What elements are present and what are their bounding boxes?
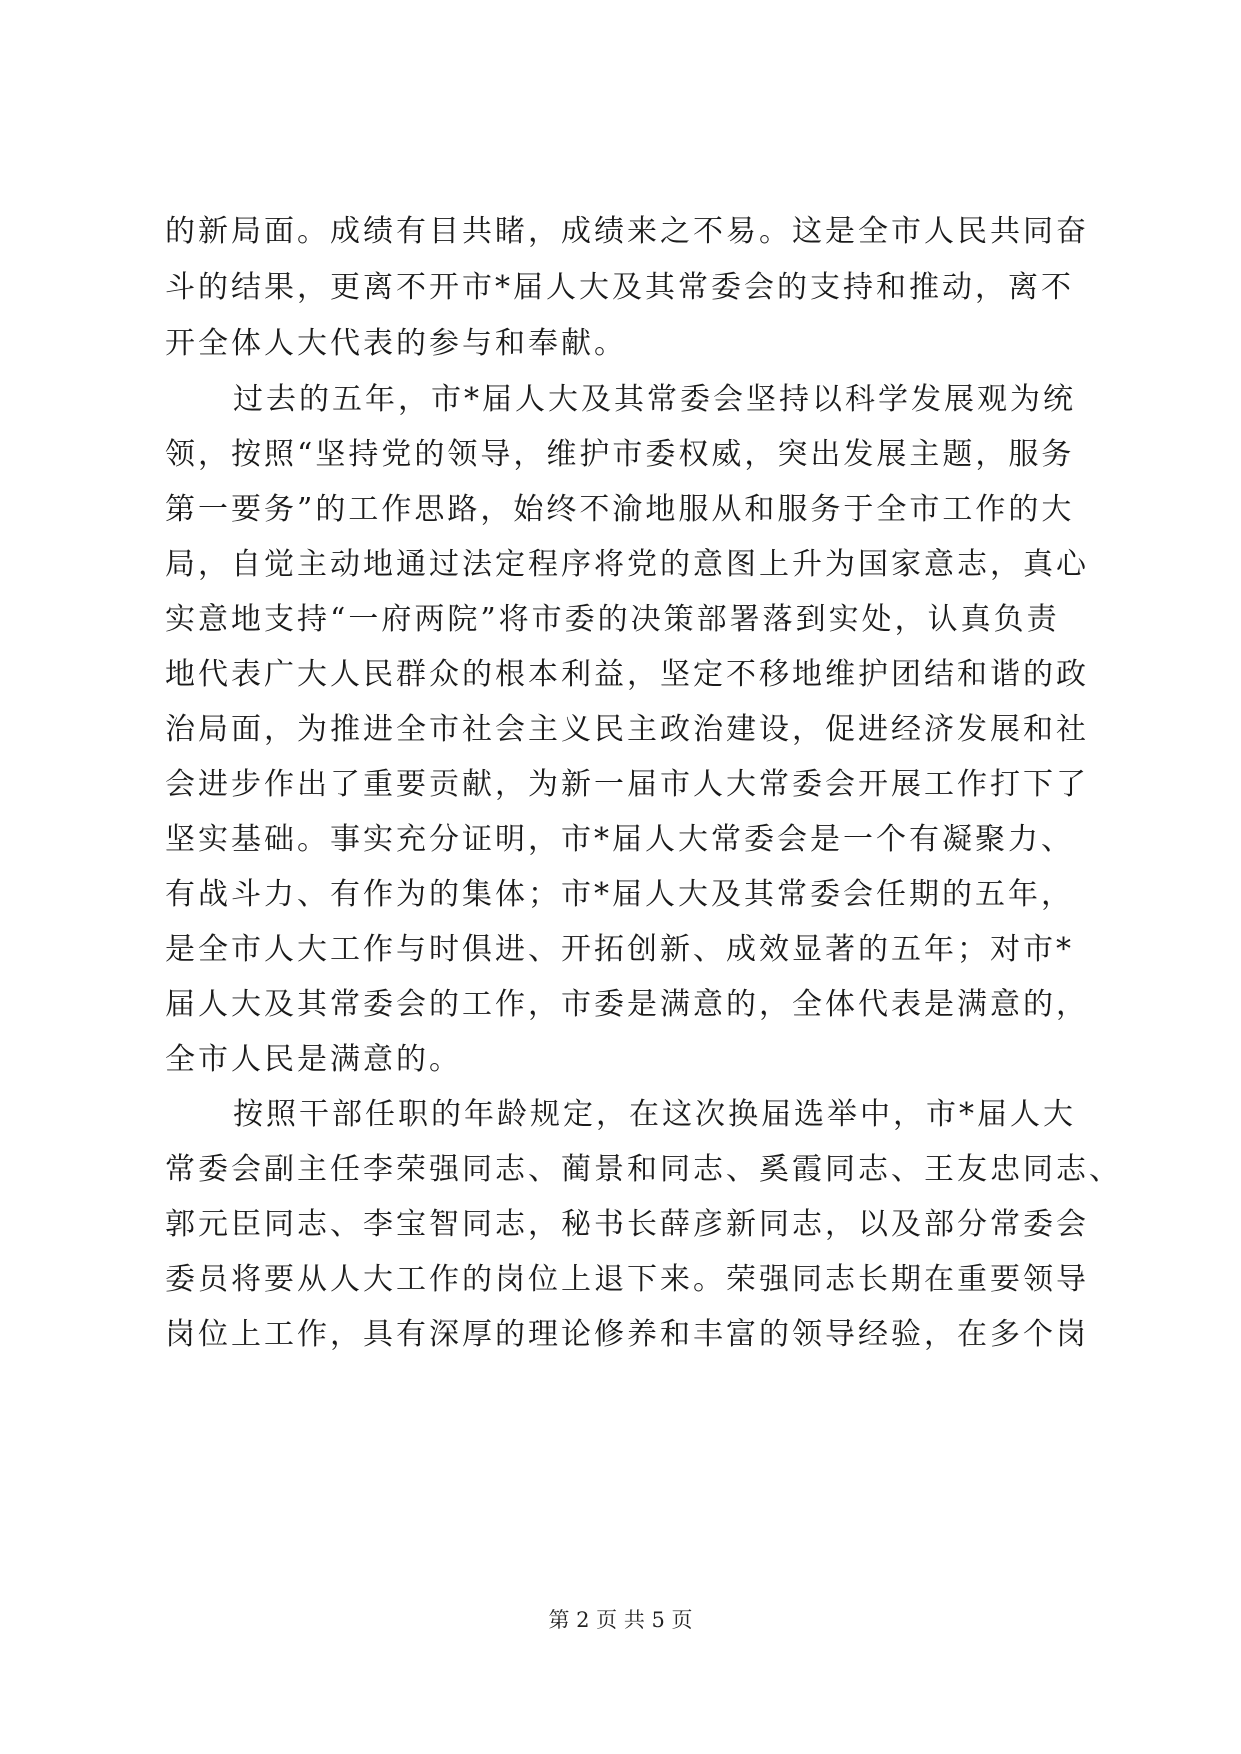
text-line: 治局面，为推进全市社会主义民主政治建设，促进经济发展和社 (165, 712, 1089, 747)
text-line: 坚实基础。事实充分证明，市*届人大常委会是一个有凝聚力、 (165, 822, 1074, 857)
text-line: 实意地支持“一府两院”将市委的决策部署落到实处，认真负责 (165, 602, 1060, 637)
text-line: 有战斗力、有作为的集体；市*届人大及其常委会任期的五年， (165, 877, 1074, 912)
text-line: 开全体人大代表的参与和奉献。 (165, 326, 627, 361)
text-line: 的新局面。成绩有目共睹，成绩来之不易。这是全市人民共同奋 (165, 214, 1089, 249)
text-line: 是全市人大工作与时俱进、开拓创新、成效显著的五年；对市* (165, 932, 1074, 967)
paragraph-start-line: 过去的五年，市*届人大及其常委会坚持以科学发展观为统 (233, 382, 1076, 417)
text-line: 岗位上工作，具有深厚的理论修养和丰富的领导经验，在多个岗 (165, 1317, 1089, 1352)
text-line: 领，按照“坚持党的领导，维护市委权威，突出发展主题，服务 (165, 437, 1075, 472)
page-number-footer: 第 2 页 共 5 页 (548, 1608, 693, 1632)
text-line: 届人大及其常委会的工作，市委是满意的，全体代表是满意的， (165, 987, 1089, 1022)
text-line: 常委会副主任李荣强同志、蔺景和同志、奚霞同志、王友忠同志、 (165, 1152, 1122, 1187)
text-line: 会进步作出了重要贡献，为新一届市人大常委会开展工作打下了 (165, 767, 1089, 802)
text-line: 郭元臣同志、李宝智同志，秘书长薛彦新同志，以及部分常委会 (165, 1207, 1089, 1242)
text-line: 第一要务”的工作思路，始终不渝地服从和服务于全市工作的大 (165, 492, 1075, 527)
text-line: 全市人民是满意的。 (165, 1042, 462, 1077)
paragraph-start-line: 按照干部任职的年龄规定，在这次换届选举中，市*届人大 (233, 1097, 1076, 1132)
text-line: 斗的结果，更离不开市*届人大及其常委会的支持和推动，离不 (165, 270, 1074, 305)
text-line: 局，自觉主动地通过法定程序将党的意图上升为国家意志，真心 (165, 547, 1089, 582)
text-line: 地代表广大人民群众的根本利益，坚定不移地维护团结和谐的政 (165, 657, 1089, 692)
text-line: 委员将要从人大工作的岗位上退下来。荣强同志长期在重要领导 (165, 1262, 1089, 1297)
